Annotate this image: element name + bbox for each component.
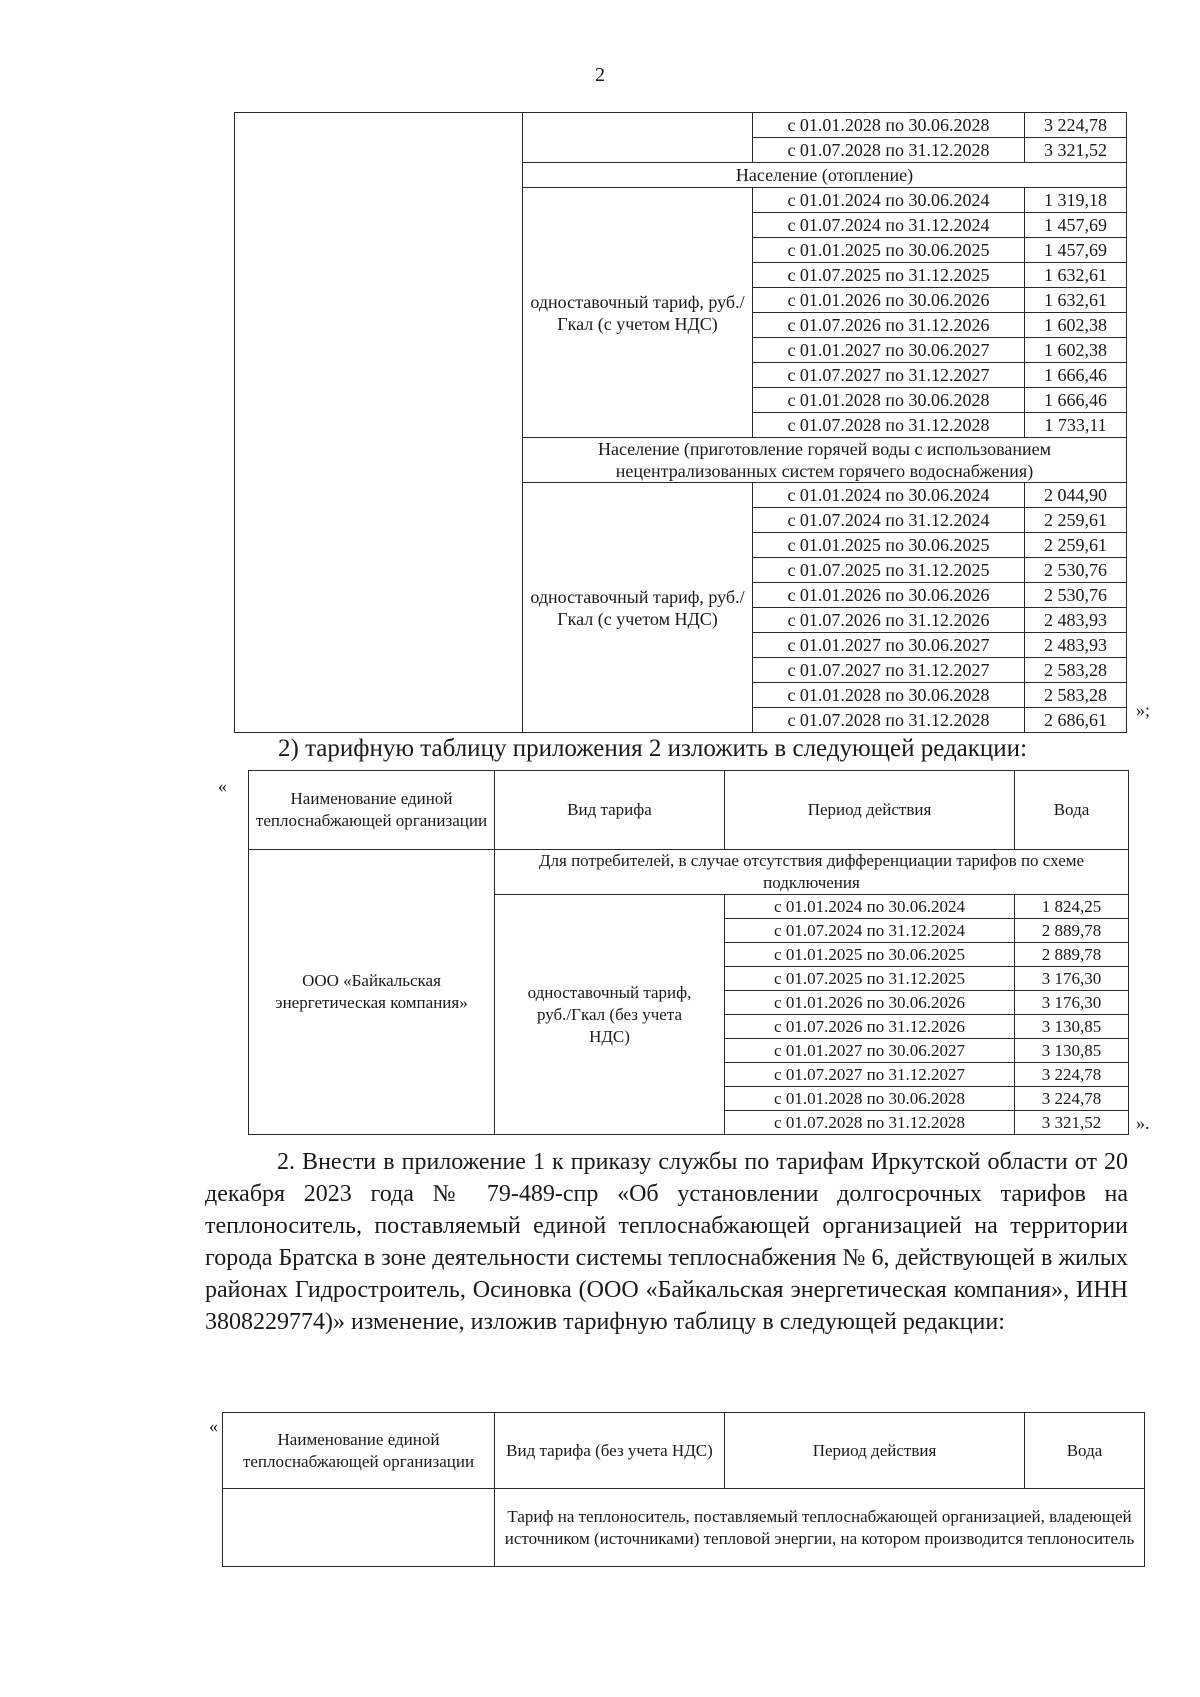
value-cell: 2 530,76 [1025, 583, 1127, 608]
value-cell: 2 259,61 [1025, 508, 1127, 533]
period-cell: с 01.01.2024 по 30.06.2024 [753, 188, 1025, 213]
period-cell: с 01.07.2028 по 31.12.2028 [725, 1111, 1015, 1135]
value-cell: 3 224,78 [1015, 1063, 1129, 1087]
period-cell: с 01.07.2028 по 31.12.2028 [753, 708, 1025, 733]
tariff-table-continuation [234, 112, 1127, 733]
period-cell: с 01.07.2027 по 31.12.2027 [725, 1063, 1015, 1087]
period-cell: с 01.01.2028 по 30.06.2028 [753, 388, 1025, 413]
value-cell: 3 176,30 [1015, 991, 1129, 1015]
page-number: 2 [595, 64, 605, 86]
period-cell: с 01.07.2026 по 31.12.2026 [753, 608, 1025, 633]
header-period: Период действия [725, 771, 1015, 850]
period-cell: с 01.07.2024 по 31.12.2024 [753, 213, 1025, 238]
period-cell: с 01.07.2025 по 31.12.2025 [753, 263, 1025, 288]
opening-quote-3: « [209, 1416, 218, 1436]
period-cell: с 01.07.2028 по 31.12.2028 [753, 413, 1025, 438]
tariff-type-cell-empty [523, 113, 753, 163]
value-cell: 1 319,18 [1025, 188, 1127, 213]
closing-quote-2: ». [1136, 1113, 1150, 1133]
period-cell: с 01.07.2026 по 31.12.2026 [725, 1015, 1015, 1039]
value-cell: 1 602,38 [1025, 338, 1127, 363]
header-org-name: Наименование единой теплоснабжающей организации [223, 1413, 495, 1489]
value-cell: 3 224,78 [1015, 1087, 1129, 1111]
section-heat-carrier: Тариф на теплоноситель, поставляемый теплоснабжающей организацией, владеющей источником (источниками) тепловой энергии, на котором производится теплоноситель [495, 1489, 1145, 1567]
period-cell: с 01.01.2024 по 30.06.2024 [753, 483, 1025, 508]
value-cell: 1 632,61 [1025, 288, 1127, 313]
value-cell: 1 666,46 [1025, 388, 1127, 413]
period-cell: с 01.01.2025 по 30.06.2025 [753, 238, 1025, 263]
value-cell: 1 733,11 [1025, 413, 1127, 438]
value-cell: 1 457,69 [1025, 213, 1127, 238]
tariff-type-cell: одноставочный тариф, руб./Гкал (без учета НДС) [495, 895, 725, 1135]
header-tariff-type: Вид тарифа [495, 771, 725, 850]
value-cell: 3 130,85 [1015, 1039, 1129, 1063]
value-cell: 3 321,52 [1015, 1111, 1129, 1135]
opening-quote-2: « [218, 776, 227, 796]
value-cell: 2 686,61 [1025, 708, 1127, 733]
header-org-name: Наименование единой теплоснабжающей организации [249, 771, 495, 850]
header-tariff-type: Вид тарифа (без учета НДС) [495, 1413, 725, 1489]
section-heating: Население (отопление) [523, 163, 1127, 188]
value-cell: 2 889,78 [1015, 919, 1129, 943]
period-cell: с 01.01.2024 по 30.06.2024 [725, 895, 1015, 919]
tariff-table-appendix-2 [248, 770, 1129, 1135]
header-water: Вода [1025, 1413, 1145, 1489]
period-cell: с 01.01.2026 по 30.06.2026 [753, 288, 1025, 313]
period-cell: с 01.07.2025 по 31.12.2025 [725, 967, 1015, 991]
period-cell: с 01.01.2026 по 30.06.2026 [725, 991, 1015, 1015]
period-cell: с 01.07.2027 по 31.12.2027 [753, 658, 1025, 683]
period-cell: с 01.07.2024 по 31.12.2024 [725, 919, 1015, 943]
value-cell: 3 176,30 [1015, 967, 1129, 991]
period-cell: с 01.07.2024 по 31.12.2024 [753, 508, 1025, 533]
period-cell: с 01.01.2025 по 30.06.2025 [725, 943, 1015, 967]
value-cell: 3 321,52 [1025, 138, 1127, 163]
period-cell: с 01.07.2027 по 31.12.2027 [753, 363, 1025, 388]
value-cell: 2 259,61 [1025, 533, 1127, 558]
value-cell: 3 130,85 [1015, 1015, 1129, 1039]
org-cell-empty [223, 1489, 495, 1567]
period-cell: с 01.07.2028 по 31.12.2028 [753, 138, 1025, 163]
value-cell: 1 602,38 [1025, 313, 1127, 338]
value-cell: 2 889,78 [1015, 943, 1129, 967]
value-cell: 2 530,76 [1025, 558, 1127, 583]
period-cell: с 01.01.2028 по 30.06.2028 [725, 1087, 1015, 1111]
section-hot-water: Население (приготовление горячей воды с использованием нецентрализованных систем горячего водоснабжения) [523, 438, 1127, 483]
value-cell: 1 824,25 [1015, 895, 1129, 919]
paragraph-2-amendment [205, 1146, 1128, 1338]
period-cell: с 01.01.2028 по 30.06.2028 [753, 113, 1025, 138]
period-cell: с 01.07.2026 по 31.12.2026 [753, 313, 1025, 338]
period-cell: с 01.01.2026 по 30.06.2026 [753, 583, 1025, 608]
value-cell: 2 483,93 [1025, 608, 1127, 633]
value-cell: 2 483,93 [1025, 633, 1127, 658]
value-cell: 1 632,61 [1025, 263, 1127, 288]
value-cell: 1 666,46 [1025, 363, 1127, 388]
header-period: Период действия [725, 1413, 1025, 1489]
paragraph-table2-intro: 2) тарифную таблицу приложения 2 изложить в следующей редакции: [278, 735, 1028, 762]
closing-quote-1: »; [1136, 700, 1151, 720]
period-cell: с 01.01.2028 по 30.06.2028 [753, 683, 1025, 708]
period-cell: с 01.01.2025 по 30.06.2025 [753, 533, 1025, 558]
org-cell-empty [235, 113, 523, 733]
section-consumers: Для потребителей, в случае отсутствия дифференциации тарифов по схеме подключения [495, 850, 1129, 895]
tariff-table-heat-carrier [222, 1412, 1145, 1567]
value-cell: 2 583,28 [1025, 683, 1127, 708]
period-cell: с 01.07.2025 по 31.12.2025 [753, 558, 1025, 583]
value-cell: 2 044,90 [1025, 483, 1127, 508]
value-cell: 3 224,78 [1025, 113, 1127, 138]
paragraph-2-text: 2. Внести в приложение 1 к приказу службы по тарифам Иркутской области от 20 декабря 2023 года № 79-489-спр «Об установлении долгосрочных тарифов на теплоноситель, поставляемый единой теплоснабжающей организацией на территории города Братска в зоне деятельности системы теплоснабжения № 6, действующей в жилых районах Гидростроитель, Осиновка (ООО «Байкальская энергетическая компания», ИНН 3808229774)» изменение, изложив тарифную таблицу в следующей редакции: [205, 1149, 1128, 1335]
value-cell: 1 457,69 [1025, 238, 1127, 263]
tariff-type-hot-water: одноставочный тариф, руб./Гкал (с учетом НДС) [523, 483, 753, 733]
org-name-cell: ООО «Байкальская энергетическая компания» [249, 850, 495, 1135]
header-water: Вода [1015, 771, 1129, 850]
value-cell: 2 583,28 [1025, 658, 1127, 683]
period-cell: с 01.01.2027 по 30.06.2027 [753, 338, 1025, 363]
tariff-type-heating: одноставочный тариф, руб./Гкал (с учетом НДС) [523, 188, 753, 438]
period-cell: с 01.01.2027 по 30.06.2027 [753, 633, 1025, 658]
period-cell: с 01.01.2027 по 30.06.2027 [725, 1039, 1015, 1063]
